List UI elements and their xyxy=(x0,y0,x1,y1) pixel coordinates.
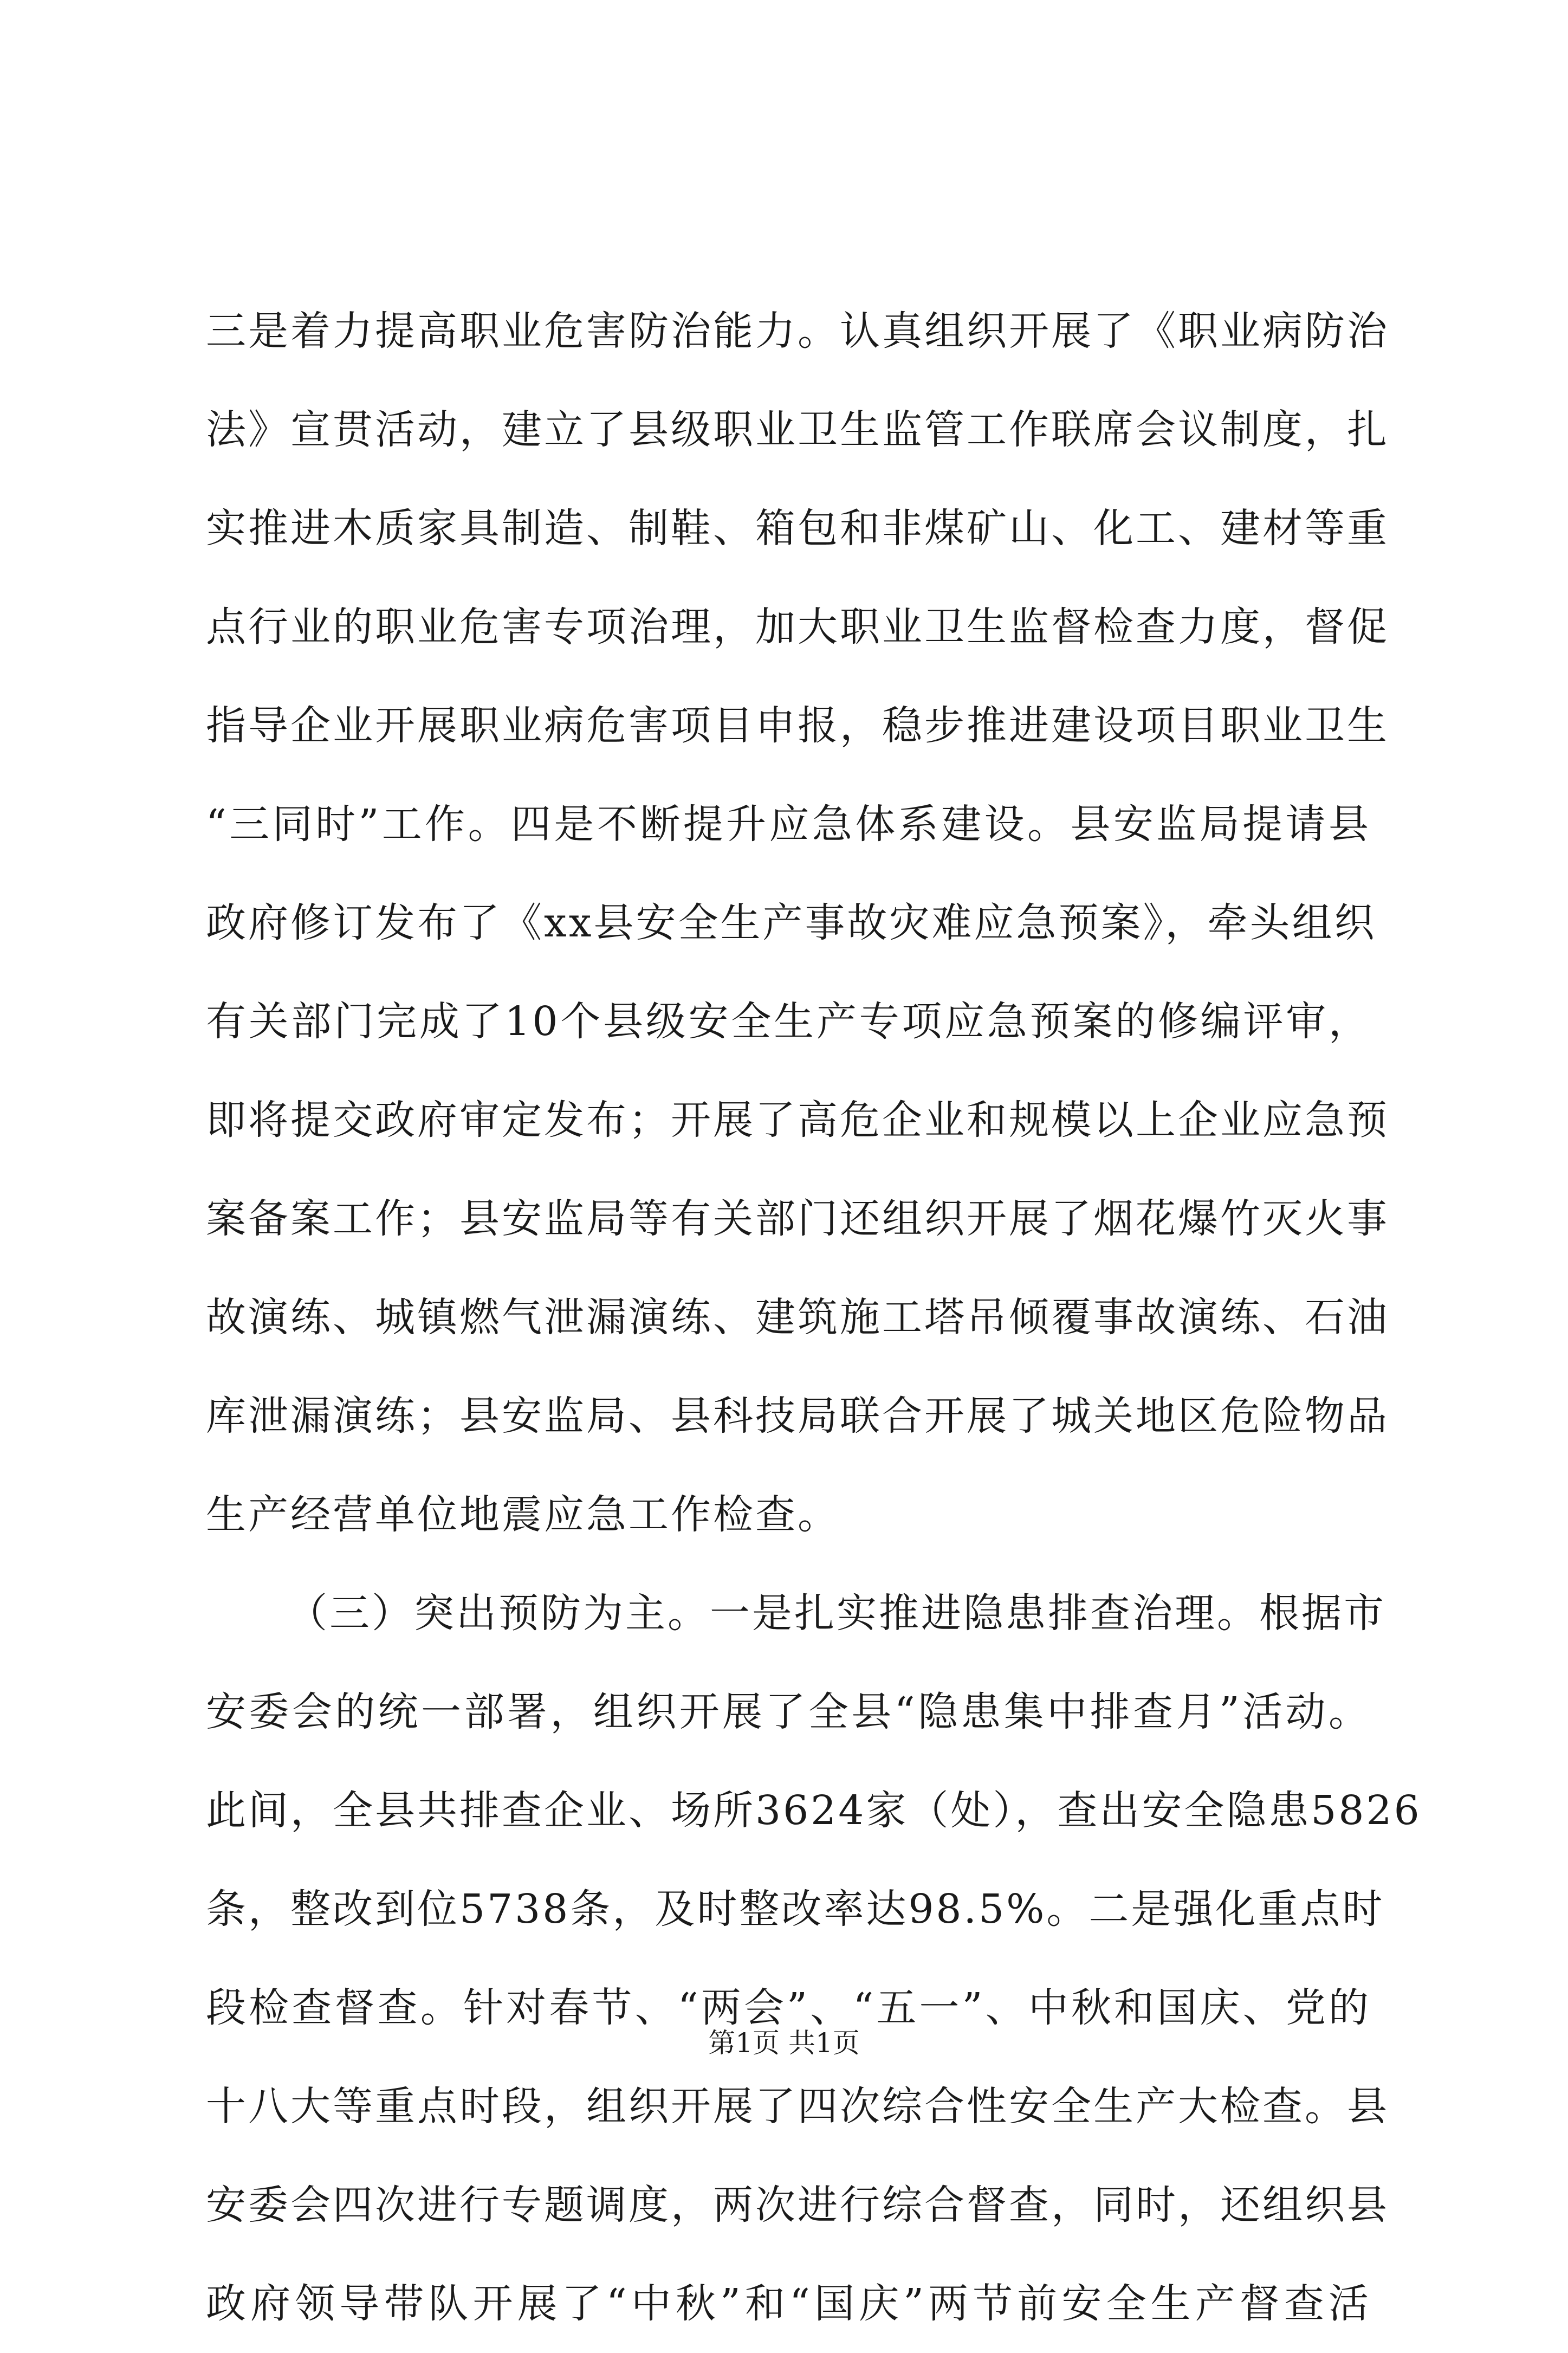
text-line: 库泄漏演练；县安监局、县科技局联合开展了城关地区危险物品 xyxy=(206,1393,1389,1439)
text-line: 实推进木质家具制造、制鞋、箱包和非煤矿山、化工、建材等重 xyxy=(206,505,1389,552)
text-line: 三是着力提高职业危害防治能力。认真组织开展了《职业病防治 xyxy=(206,308,1389,354)
text-line: 案备案工作；县安监局等有关部门还组织开展了烟花爆竹灭火事 xyxy=(206,1195,1389,1242)
page-number-footer: 第1页 共1页 xyxy=(708,2027,860,2059)
text-line: “三同时”工作。四是不断提升应急体系建设。县安监局提请县 xyxy=(206,801,1371,848)
text-line: 条，整改到位5738条，及时整改率达98.5%。二是强化重点时 xyxy=(206,1886,1385,1932)
text-line: 安委会四次进行专题调度，两次进行综合督查，同时，还组织县 xyxy=(206,2182,1389,2228)
paragraph-first-line: （三）突出预防为主。一是扎实推进隐患排查治理。根据市 xyxy=(287,1590,1386,1637)
text-line: 故演练、城镇燃气泄漏演练、建筑施工塔吊倾覆事故演练、石油 xyxy=(206,1294,1389,1341)
text-line: 此间，全县共排查企业、场所3624家（处），查出安全隐患5826 xyxy=(206,1787,1422,1834)
text-line: 法》宣贯活动，建立了县级职业卫生监管工作联席会议制度，扎 xyxy=(206,406,1389,453)
text-line: 安委会的统一部署，组织开展了全县“隐患集中排查月”活动。 xyxy=(206,1689,1371,1735)
text-line: 政府领导带队开展了“中秋”和“国庆”两节前安全生产督查活 xyxy=(206,2280,1371,2327)
text-line: 点行业的职业危害专项治理，加大职业卫生监督检查力度，督促 xyxy=(206,604,1389,650)
paragraph-last-line: 生产经营单位地震应急工作检查。 xyxy=(206,1491,840,1538)
text-line: 指导企业开展职业病危害项目申报，稳步推进建设项目职业卫生 xyxy=(206,702,1389,749)
text-line: 段检查督查。针对春节、“两会”、“五一”、中秋和国庆、党的 xyxy=(206,1984,1371,2031)
text-line: 十八大等重点时段，组织开展了四次综合性安全生产大检查。县 xyxy=(206,2083,1389,2130)
text-line: 政府修订发布了《xx县安全生产事故灾难应急预案》，牵头组织 xyxy=(206,900,1377,946)
text-line: 即将提交政府审定发布；开展了高危企业和规模以上企业应急预 xyxy=(206,1097,1389,1143)
text-line: 有关部门完成了10个县级安全生产专项应急预案的修编评审， xyxy=(206,998,1371,1045)
